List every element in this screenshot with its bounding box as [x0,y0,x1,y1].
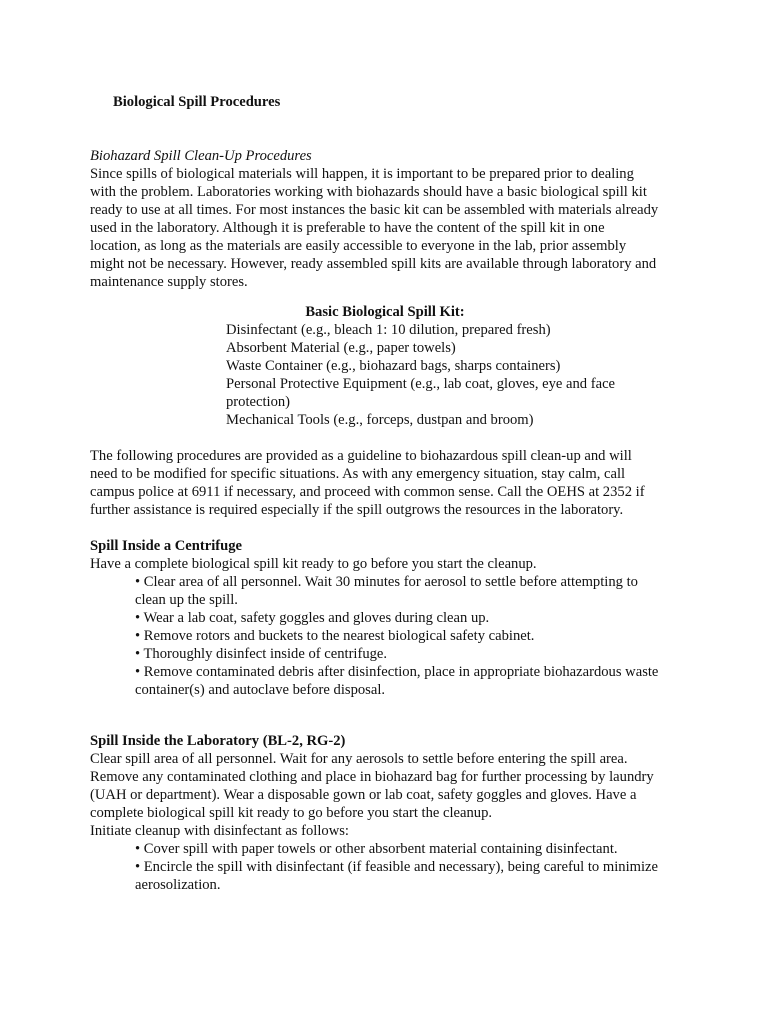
laboratory-heading: Spill Inside the Laboratory (BL-2, RG-2) [90,733,346,749]
laboratory-bullets [135,840,735,894]
intro-line: used in the laboratory. Although it is preferable to have the content of the spill kit in one [90,220,605,236]
bullet-line: clean up the spill. [135,592,238,608]
intro-line: with the problem. Laboratories working with biohazards should have a basic biological spill kit [90,184,647,200]
intro-section [90,147,690,291]
kit-list [226,321,686,429]
centrifuge-heading: Spill Inside a Centrifuge [90,538,243,554]
kit-item: Absorbent Material (e.g., paper towels) [226,340,456,356]
bullet-line: • Wear a lab coat, safety goggles and gloves during clean up. [135,610,490,626]
bullet-line: • Thoroughly disinfect inside of centrifuge. [135,646,388,662]
kit-item: Mechanical Tools (e.g., forceps, dustpan and broom) [226,412,534,428]
centrifuge-intro: Have a complete biological spill kit ready to go before you start the cleanup. [90,556,537,572]
bullet-line: container(s) and autoclave before disposal. [135,682,386,698]
laboratory-section [90,732,690,894]
kit-item: protection) [226,394,291,410]
section-subtitle: Biohazard Spill Clean-Up Procedures [90,148,312,164]
kit-item: Disinfectant (e.g., bleach 1: 10 dilution, prepared fresh) [226,322,551,338]
kit-item: Personal Protective Equipment (e.g., lab coat, gloves, eye and face [226,376,616,392]
bullet-line: • Remove rotors and buckets to the nearest biological safety cabinet. [135,628,535,644]
kit-title-text: Basic Biological Spill Kit: [305,304,465,320]
bullet-line: • Encircle the spill with disinfectant (if feasible and necessary), being careful to minimize [135,859,658,875]
document-title: Biological Spill Procedures [113,94,281,110]
intro-line: maintenance supply stores. [90,274,248,290]
laboratory-intro-line: Remove any contaminated clothing and place in biohazard bag for further processing by laundry [90,769,654,785]
centrifuge-section [90,537,690,699]
intro-line: Since spills of biological materials will happen, it is important to be prepared prior to dealing [90,166,634,182]
guideline-line: The following procedures are provided as a guideline to biohazardous spill clean-up and will [90,448,632,464]
intro-line: location, as long as the materials are easily accessible to everyone in the lab, prior assembly [90,238,627,254]
guideline-line: further assistance is required especially if the spill outgrows the resources in the laboratory. [90,502,624,518]
intro-line: might not be necessary. However, ready assembled spill kits are available through laboratory and [90,256,657,272]
intro-line: ready to use at all times. For most instances the basic kit can be assembled with materials already [90,202,659,218]
laboratory-intro-line: Clear spill area of all personnel. Wait for any aerosols to settle before entering the spill area. [90,751,628,767]
guideline-line: need to be modified for specific situations. As with any emergency situation, stay calm, call [90,466,626,482]
guideline-paragraph [90,447,690,519]
kit-item: Waste Container (e.g., biohazard bags, sharps containers) [226,358,561,374]
guideline-line: campus police at 6911 if necessary, and proceed with common sense. Call the OEHS at 2352 if [90,484,645,500]
intro-paragraph [90,165,690,291]
bullet-line: aerosolization. [135,877,221,893]
laboratory-intro-line: Initiate cleanup with disinfectant as follows: [90,823,349,839]
laboratory-intro-line: (UAH or department). Wear a disposable gown or lab coat, safety goggles and gloves. Have a [90,787,637,803]
laboratory-intro-line: complete biological spill kit ready to go before you start the cleanup. [90,805,493,821]
bullet-line: • Remove contaminated debris after disinfection, place in appropriate biohazardous waste [135,664,659,680]
bullet-line: • Clear area of all personnel. Wait 30 minutes for aerosol to settle before attempting to [135,574,638,590]
centrifuge-bullets [135,573,735,699]
bullet-line: • Cover spill with paper towels or other absorbent material containing disinfectant. [135,841,618,857]
kit-heading [0,303,768,321]
